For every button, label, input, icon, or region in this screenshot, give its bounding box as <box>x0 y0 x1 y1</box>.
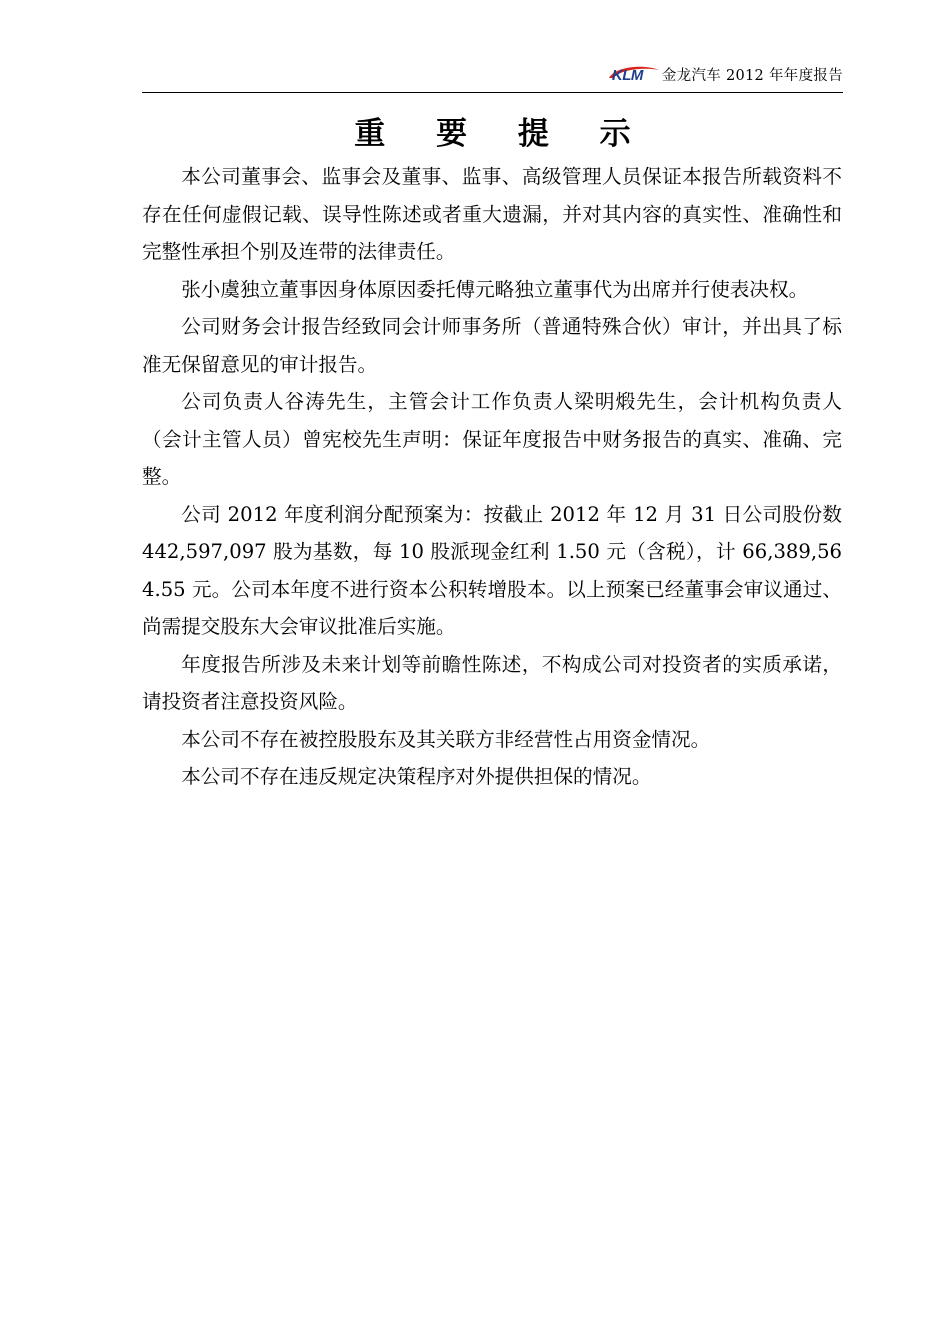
paragraph-guarantee: 本公司不存在违反规定决策程序对外提供担保的情况。 <box>181 765 652 788</box>
page-header <box>142 62 843 93</box>
paragraph-board-guarantee: 本公司董事会、监事会及董事、监事、高级管理人员保证本报告所载资料不存在任何虚假记载、误导性陈述或者重大遗漏，并对其内容的真实性、准确性和完整性承担个别及连带的法律责任。 <box>142 165 842 263</box>
paragraph-profit-distribution: 公司 2012 年度利润分配预案为：按截止 2012 年 12 月 31 日公司股份数 442,597,097 股为基数，每 10 股派现金红利 1.50 元（含税），计 66,389,564.55 元。公司本年度不进行资本公积转增股本。以上预案已经董事会审议通过、尚需提交股东大会审议批准后实施。 <box>142 502 842 638</box>
header-right <box>605 64 843 88</box>
paragraph-responsible-persons: 公司负责人谷涛先生，主管会计工作负责人梁明煅先生，会计机构负责人（会计主管人员）曾宪校先生声明：保证年度报告中财务报告的真实、准确、完整。 <box>142 390 842 488</box>
header-report-title: 金龙汽车 2012 年年度报告 <box>661 68 843 84</box>
page-title: 重 要 提 示 <box>354 116 651 152</box>
klm-logo <box>605 64 661 88</box>
paragraph-proxy-vote: 张小虞独立董事因身体原因委托傅元略独立董事代为出席并行使表决权。 <box>181 277 809 301</box>
paragraph-audit: 公司财务会计报告经致同会计师事务所（普通特殊合伙）审计，并出具了标准无保留意见的审计报告。 <box>142 315 842 376</box>
paragraph-forward-looking: 年度报告所涉及未来计划等前瞻性陈述，不构成公司对投资者的实质承诺，请投资者注意投资风险。 <box>142 652 842 713</box>
logo-text: KLM <box>611 67 643 84</box>
notice-body <box>142 158 842 796</box>
paragraph-fund-occupation: 本公司不存在被控股股东及其关联方非经营性占用资金情况。 <box>181 727 711 751</box>
